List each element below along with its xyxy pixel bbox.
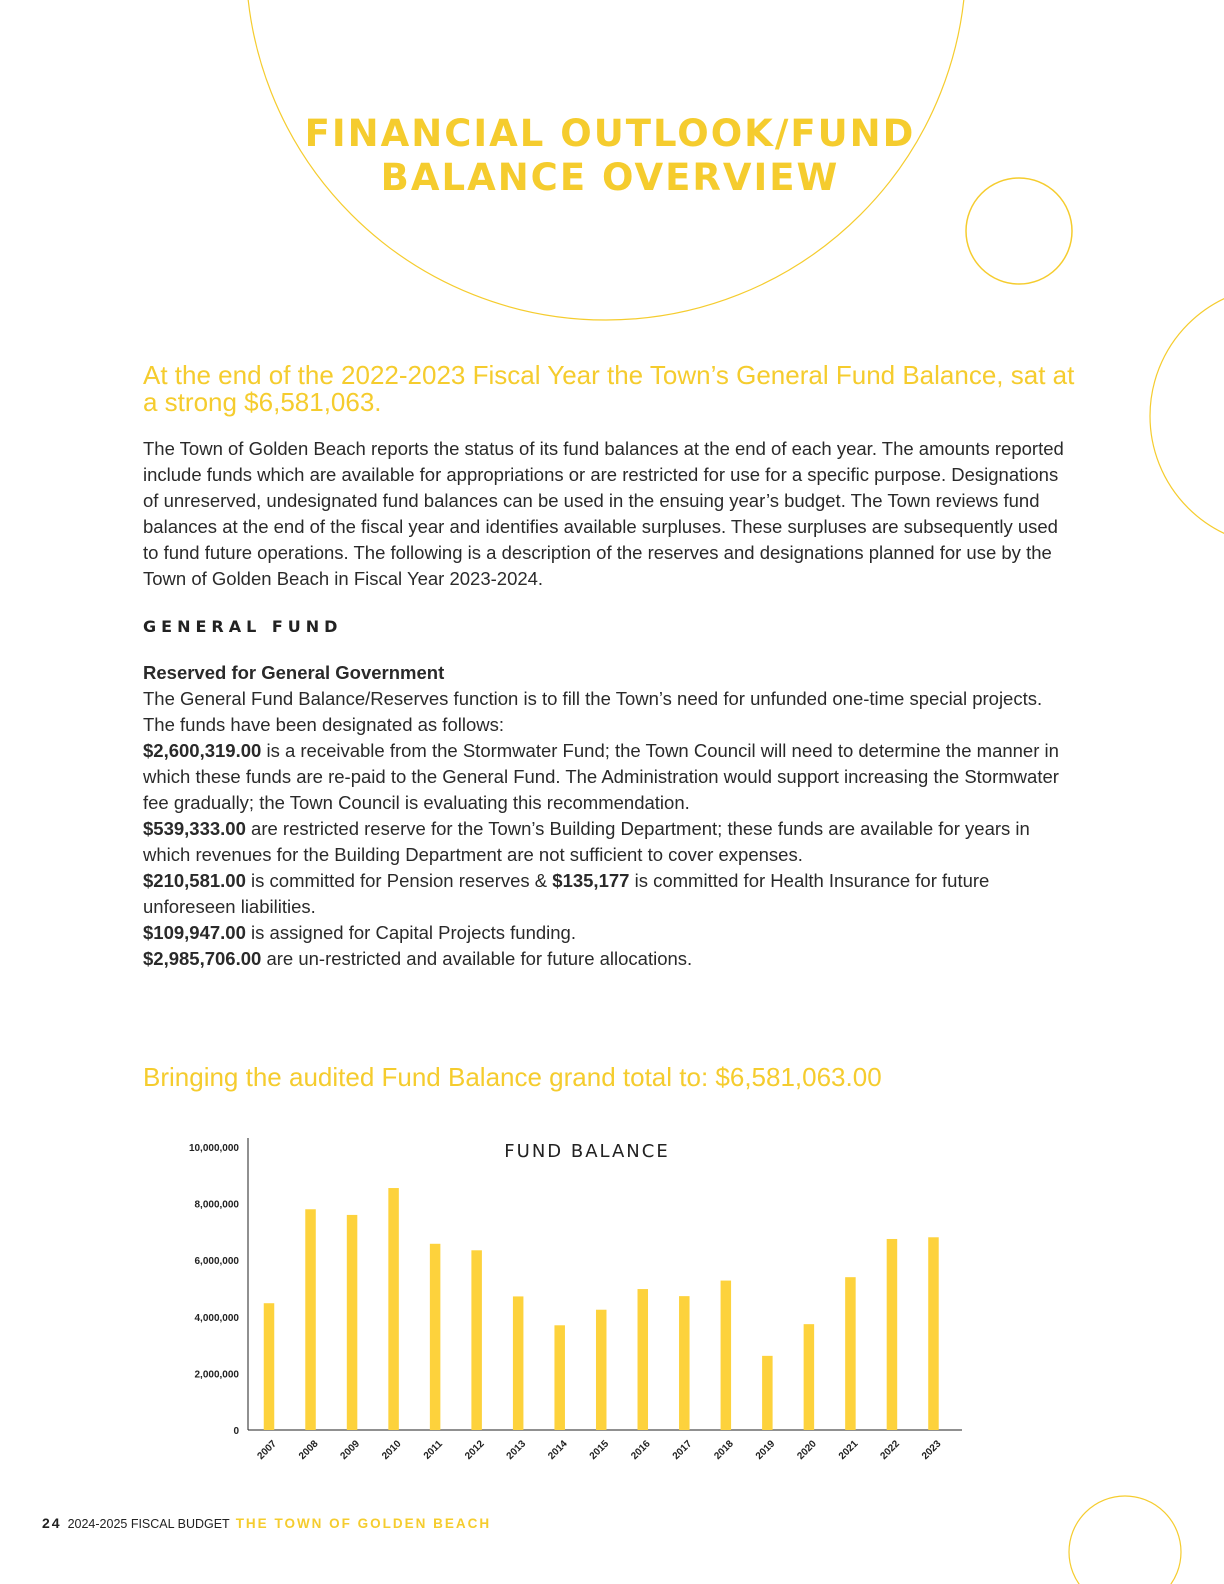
chart-bar <box>928 1237 939 1430</box>
x-tick-label: 2020 <box>795 1438 819 1462</box>
x-tick-label: 2015 <box>587 1438 612 1462</box>
chart-bar <box>679 1296 690 1430</box>
fund-balance-chart <box>160 1120 980 1480</box>
x-tick-label: 2014 <box>546 1438 570 1462</box>
chart-bar <box>305 1209 316 1430</box>
allocation-amount: $2,600,319.00 <box>143 740 262 761</box>
allocation-text: is a receivable from the Stormwater Fund; the Town Council will need to determine the manner in which these funds are re-paid to the General Fund. The Administration would support increasing the Stormwater fee gradually; the Town Council is evaluating this recommendation. <box>143 740 1059 813</box>
grand-total-line: Bringing the audited Fund Balance grand total to: $6,581,063.00 <box>143 1062 882 1092</box>
allocation-item <box>143 816 1073 868</box>
chart-bar <box>554 1325 565 1430</box>
y-tick-label: 10,000,000 <box>188 1143 239 1154</box>
budget-label: 2024-2025 FISCAL BUDGET <box>67 1517 230 1531</box>
allocation-item <box>143 946 1073 972</box>
x-tick-label: 2016 <box>629 1438 653 1462</box>
page-title <box>260 112 960 200</box>
chart-bar <box>347 1215 358 1430</box>
x-tick-label: 2021 <box>836 1438 861 1462</box>
headline: At the end of the 2022-2023 Fiscal Year the Town’s General Fund Balance, sat at a strong $6,581,063. <box>143 360 1075 417</box>
y-tick-label: 2,000,000 <box>194 1369 239 1381</box>
footer-brand: THE TOWN OF GOLDEN BEACH <box>235 1516 492 1531</box>
chart-bar <box>887 1239 898 1430</box>
chart-title: FUND BALANCE <box>504 1141 670 1162</box>
allocation-amount: $2,985,706.00 <box>143 948 262 969</box>
x-tick-label: 2011 <box>421 1438 445 1462</box>
allocation-amount: $539,333.00 <box>143 818 246 839</box>
allocation-item <box>143 868 1073 920</box>
x-tick-label: 2008 <box>297 1438 321 1462</box>
y-tick-label: 4,000,000 <box>194 1312 239 1324</box>
x-tick-label: 2009 <box>338 1438 363 1462</box>
allocation-amount: $109,947.00 <box>143 922 246 943</box>
small-circle-decoration <box>966 178 1072 284</box>
chart-bar <box>513 1296 524 1430</box>
x-tick-label: 2010 <box>380 1438 404 1462</box>
chart-bar <box>804 1324 815 1430</box>
y-tick-label: 0 <box>233 1426 239 1437</box>
allocation-item <box>143 738 1073 816</box>
allocation-text: is assigned for Capital Projects funding. <box>245 922 576 943</box>
chart-bar <box>471 1250 482 1430</box>
x-tick-label: 2012 <box>463 1438 487 1462</box>
page-footer <box>42 1515 491 1531</box>
chart-bar <box>264 1303 275 1430</box>
allocation-amount-2: $135,177 <box>552 870 630 891</box>
allocation-text: are un-restricted and available for future allocations. <box>261 948 693 969</box>
chart-bar <box>845 1277 856 1430</box>
section-heading: GENERAL FUND <box>143 617 343 636</box>
x-tick-label: 2017 <box>670 1438 695 1462</box>
allocation-amount: $210,581.00 <box>143 870 246 891</box>
chart-bar <box>721 1281 732 1430</box>
sub-text: The General Fund Balance/Reserves function is to fill the Town’s need for unfunded one-time special projects. The funds have been designated as follows: <box>143 688 1043 735</box>
page-title-line-2: BALANCE OVERVIEW <box>380 156 840 199</box>
x-tick-label: 2007 <box>255 1438 279 1462</box>
x-tick-label: 2019 <box>753 1438 778 1462</box>
x-tick-label: 2013 <box>504 1438 529 1462</box>
y-tick-label: 8,000,000 <box>194 1199 239 1211</box>
allocation-text-2: is committed for Health Insurance for future unforeseen liabilities. <box>143 870 990 917</box>
y-tick-label: 6,000,000 <box>194 1256 239 1268</box>
x-tick-label: 2018 <box>712 1438 736 1462</box>
right-edge-circle-decoration <box>1150 286 1224 546</box>
allocation-text: is committed for Pension reserves & <box>245 870 553 891</box>
chart-bar <box>638 1289 649 1430</box>
chart-bar <box>388 1188 399 1430</box>
x-tick-label: 2023 <box>919 1438 944 1462</box>
allocation-item <box>143 920 1073 946</box>
bottom-circle-decoration <box>1069 1496 1181 1584</box>
page-number: 24 <box>42 1515 62 1531</box>
x-tick-label: 2022 <box>878 1438 902 1462</box>
page-title-line-1: FINANCIAL OUTLOOK/FUND <box>304 112 916 155</box>
main-content <box>143 436 1073 972</box>
sub-heading: Reserved for General Government <box>143 662 445 683</box>
allocation-text: are restricted reserve for the Town’s Building Department; these funds are available for years in which revenues for the Building Department are not sufficient to cover expenses. <box>143 818 1030 865</box>
chart-bar <box>430 1244 441 1430</box>
chart-bar <box>596 1310 607 1430</box>
intro-paragraph: The Town of Golden Beach reports the status of its fund balances at the end of each year. The amounts reported include funds which are available for appropriations or are restricted for use for a specific purpose. Designations of unreserved, undesignated fund balances can be used in the ensuing year’s budget. The Town reviews fund balances at the end of the fiscal year and identifies available surpluses. These surpluses are subsequently used to fund future operations. The following is a description of the reserves and designations planned for use by the Town of Golden Beach in Fiscal Year 2023-2024. <box>143 438 1064 589</box>
chart-bar <box>762 1356 773 1430</box>
